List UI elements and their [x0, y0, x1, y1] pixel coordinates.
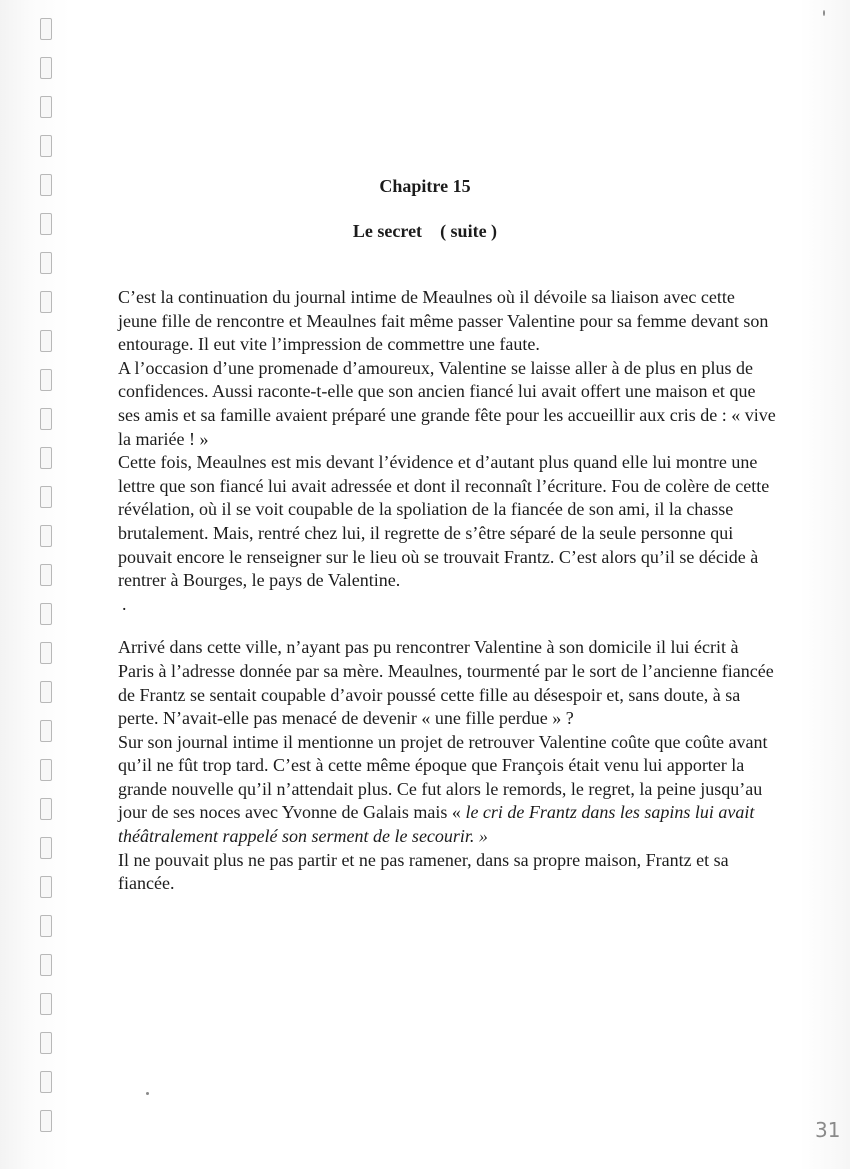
paragraph-3: Cette fois, Meaulnes est mis devant l’évidence et d’autant plus quand elle lui montre une lettre que son fiancé lui avait adressée et dont il reconnaît l’écriture. Fou de colère de cette révélation, où il se voit coupable de la spoliation de la fiancée de son ami, il la chasse brutalement. Mais, rentré chez lui, il regrette de s’être séparé de la seule personne qui pouvait encore le renseigner sur le lieu où se trouvait Frantz. C’est alors qu’il se décide à rentrer à Bourges, le pays de Valentine. [118, 452, 770, 591]
binding-hole [40, 291, 52, 313]
binding-hole [40, 1071, 52, 1093]
scan-speck [823, 10, 825, 16]
page-number: 31 [815, 1118, 841, 1142]
binding-hole [40, 837, 52, 859]
binding-hole [40, 1110, 52, 1132]
binding-hole [40, 447, 52, 469]
binding-hole [40, 525, 52, 547]
binding-hole [40, 876, 52, 898]
binding-hole [40, 642, 52, 664]
subtitle-suffix: ( suite ) [440, 221, 498, 241]
binding-hole [40, 486, 52, 508]
binding-hole [40, 1032, 52, 1054]
binding-hole [40, 18, 52, 40]
binding-hole [40, 954, 52, 976]
binding-hole [40, 759, 52, 781]
italic-quote: le cri de Frantz dans les sapins lui avait théâtralement rappelé son serment de le secourir. » [118, 802, 755, 847]
paragraph-gap [118, 616, 778, 636]
binding-hole [40, 681, 52, 703]
paragraph-1: C’est la continuation du journal intime de Meaulnes où il dévoile sa liaison avec cette jeune fille de rencontre et Meaulnes fait même passer Valentine pour sa femme devant son entourage. Il eut vite l’impression de commettre une faute. [118, 287, 769, 355]
paragraph-5-text: Sur son journal intime il mentionne un projet de retrouver Valentine coûte que coûte avant qu’il ne fût trop tard. C’est à cette même époque que François était venu lui apporter la grande nouvelle qu’il n’attendait plus. Ce fut alors le remords, le regret, la peine jusqu’au jour de ses noces avec Yvonne de Galais mais « [118, 731, 768, 823]
stray-dot: . [122, 593, 127, 614]
paragraph-2: A l’occasion d’une promenade d’amoureux, Valentine se laisse aller à de plus en plus de confidences. Aussi raconte-t-elle que son ancien fiancé lui avait offert une maison et que ses amis et sa famille avaient préparé une grande fête pour les accueillir aux cris de : « vive la mariée ! » [118, 357, 776, 449]
binding-hole [40, 603, 52, 625]
paragraph-6: Il ne pouvait plus ne pas partir et ne pas ramener, dans sa propre maison, Frantz et sa fiancée. [118, 849, 729, 894]
binding-hole [40, 798, 52, 820]
binding-hole [40, 57, 52, 79]
binding-hole [40, 330, 52, 352]
scan-speck [146, 1092, 149, 1095]
binding-hole [40, 564, 52, 586]
chapter-title: Chapitre 15 [379, 176, 471, 196]
binding-hole [40, 720, 52, 742]
binding-hole [40, 252, 52, 274]
body-text [118, 286, 778, 896]
paragraph-5 [118, 731, 778, 849]
paragraph-4: Arrivé dans cette ville, n’ayant pas pu rencontrer Valentine à son domicile il lui écrit à Paris à l’adresse donnée par sa mère. Meaulnes, tourmenté par le sort de l’ancienne fiancée de Frantz se sentait coupable d’avoir poussé cette fille au désespoir et, sans doute, à sa perte. N’avait-elle pas menacé de devenir « une fille perdue » ? [118, 637, 774, 729]
binding-hole [40, 915, 52, 937]
subtitle-main: Le secret [352, 221, 423, 241]
chapter-subtitle [0, 221, 850, 242]
binding-hole [40, 135, 52, 157]
binding-hole [40, 408, 52, 430]
binding-hole [40, 369, 52, 391]
binding-hole [40, 993, 52, 1015]
binding-hole [40, 96, 52, 118]
